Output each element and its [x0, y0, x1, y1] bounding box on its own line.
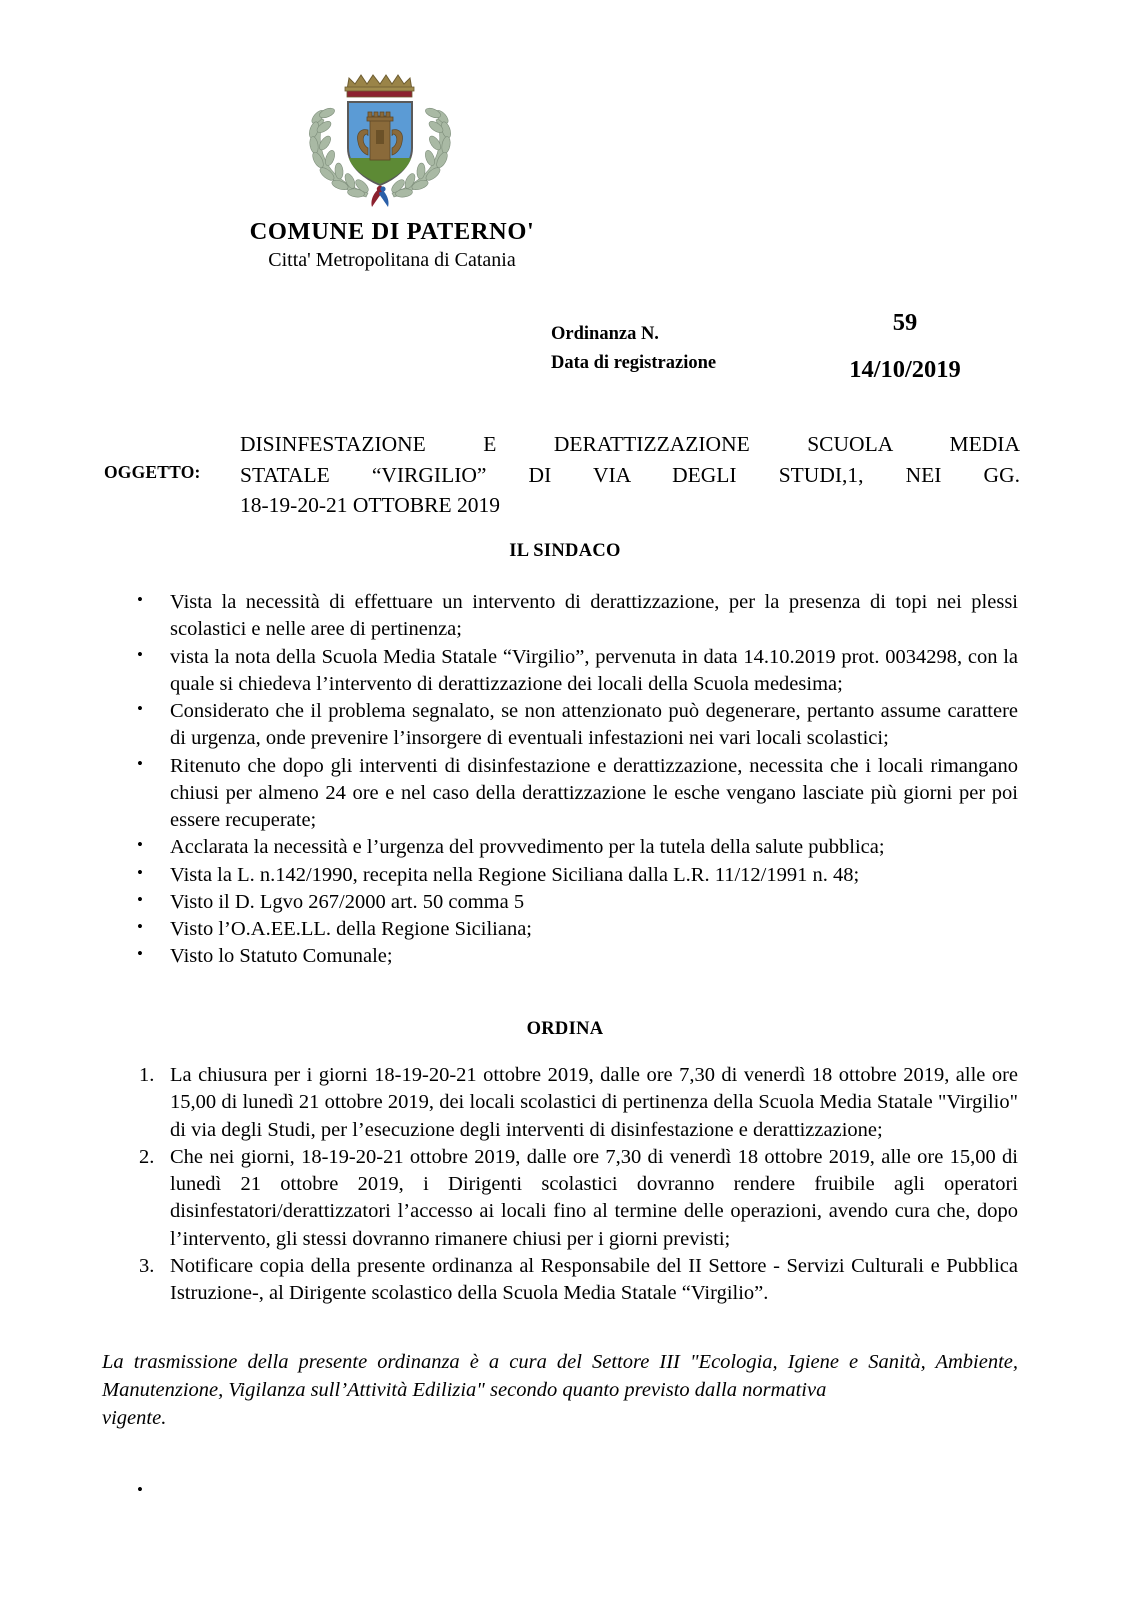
list-item: La chiusura per i giorni 18-19-20-21 ottobre 2019, dalle ore 7,30 di venerdì 18 ottobre 2019, alle ore 15,00 di lunedì 21 ottobre 2019, dei locali scolastici di pertinenza della Scuola Media Statale "Virgilio" di via degli Studi, per l’esecuzione degli interventi di disinfestazione e derattizzazione;	[170, 1064, 1018, 1141]
list-item: • Vista la L. n.142/1990, recepita nella Regione Siciliana dalla L.R. 11/12/1991 n. 48;	[120, 862, 1018, 889]
trailing-empty-bullet: •	[137, 1480, 143, 1499]
premises-list	[0, 589, 1130, 971]
shield-icon	[348, 102, 412, 185]
crest-container	[0, 70, 1130, 210]
list-item: Che nei giorni, 18-19-20-21 ottobre 2019, dalle ore 7,30 di venerdì 18 ottobre 2019, alle ore 15,00 di lunedì 21 ottobre 2019, i Dirigenti scolastici dovranno rendere fruibile agli operatori disinfestatori/derattizzatori l’accesso ai locali fino al termine delle operazioni, avendo cura che, dopo l’intervento, gli stessi dovranno rimanere chiusi per i giorni previsti;	[170, 1145, 1018, 1250]
list-item: • Vista la necessità di effettuare un intervento di derattizzazione, per la presenza di topi nei plessi scolastici e nelle aree di pertinenza;	[120, 589, 1018, 644]
coat-of-arms	[300, 70, 460, 210]
closing-note-body: La trasmissione della presente ordinanza è a cura del Settore III "Ecologia, Igiene e Sanità, Ambiente, Manutenzione, Vigilanza sull’Attività Edilizia" secondo quanto previsto dalla normativa	[102, 1351, 1018, 1401]
closing-note-last-line: vigente.	[102, 1406, 167, 1429]
section-heading-sindaco: IL SINDACO	[509, 541, 621, 561]
registration-labels	[551, 320, 716, 377]
registration-values	[790, 300, 1020, 393]
registration-date-value: 14/10/2019	[849, 355, 961, 383]
oggetto-label: OGGETTO:	[104, 462, 201, 482]
list-item: • Visto lo Statuto Comunale;	[120, 943, 1018, 970]
comune-name: COMUNE DI PATERNO'	[249, 218, 535, 245]
oggetto-line-3: 18-19-20-21 OTTOBRE 2019	[240, 493, 500, 518]
ordinanza-number: 59	[892, 309, 918, 336]
closing-note	[102, 1349, 1018, 1433]
oggetto-line-1: DISINFESTAZIONE E DERATTIZZAZIONE SCUOLA MEDIA	[240, 432, 1020, 456]
premises-body	[0, 589, 1130, 971]
coat-of-arms-svg	[300, 70, 460, 210]
crown-icon	[345, 75, 414, 97]
list-item: • Ritenuto che dopo gli interventi di disinfestazione e derattizzazione, necessita che i locali rimangano chiusi per almeno 24 ore e nel caso della derattizzazione le esche vengano lasciate più giorni per poi essere recuperate;	[120, 753, 1018, 835]
header-titles	[0, 218, 1130, 273]
section-heading-ordina: ORDINA	[526, 1019, 604, 1039]
list-item: • Visto l’O.A.EE.LL. della Regione Siciliana;	[120, 916, 1018, 943]
list-item: • Visto il D. Lgvo 267/2000 art. 50 comma 5	[120, 889, 1018, 916]
oggetto-text	[240, 429, 1020, 521]
list-item: • Acclarata la necessità e l’urgenza del provvedimento per la tutela della salute pubblica;	[120, 834, 1018, 861]
orders-list	[0, 1062, 1130, 1307]
orders-body	[0, 1062, 1130, 1307]
registration-date-label: Data di registrazione	[551, 352, 717, 373]
list-item: • Considerato che il problema segnalato, se non attenzionato può degenerare, pertanto assume carattere di urgenza, onde prevenire l’insorgere di eventuali infestazioni nei vari locali scolastici;	[120, 698, 1018, 753]
provincia-name: Citta' Metropolitana di Catania	[268, 249, 516, 272]
list-item: Notificare copia della presente ordinanza al Responsabile del II Settore - Servizi Culturali e Pubblica Istruzione-, al Dirigente scolastico della Scuola Media Statale “Virgilio”.	[170, 1254, 1018, 1304]
ribbon-bow-icon	[371, 186, 388, 207]
oggetto-line-2: STATALE “VIRGILIO” DI VIA DEGLI STUDI,1, NEI GG.	[240, 462, 1020, 487]
list-item: • vista la nota della Scuola Media Statale “Virgilio”, pervenuta in data 14.10.2019 prot. 0034298, con la quale si chiedeva l’intervento di derattizzazione dei locali della Scuola medesima;	[120, 644, 1018, 699]
ordinanza-label: Ordinanza N.	[551, 324, 659, 344]
